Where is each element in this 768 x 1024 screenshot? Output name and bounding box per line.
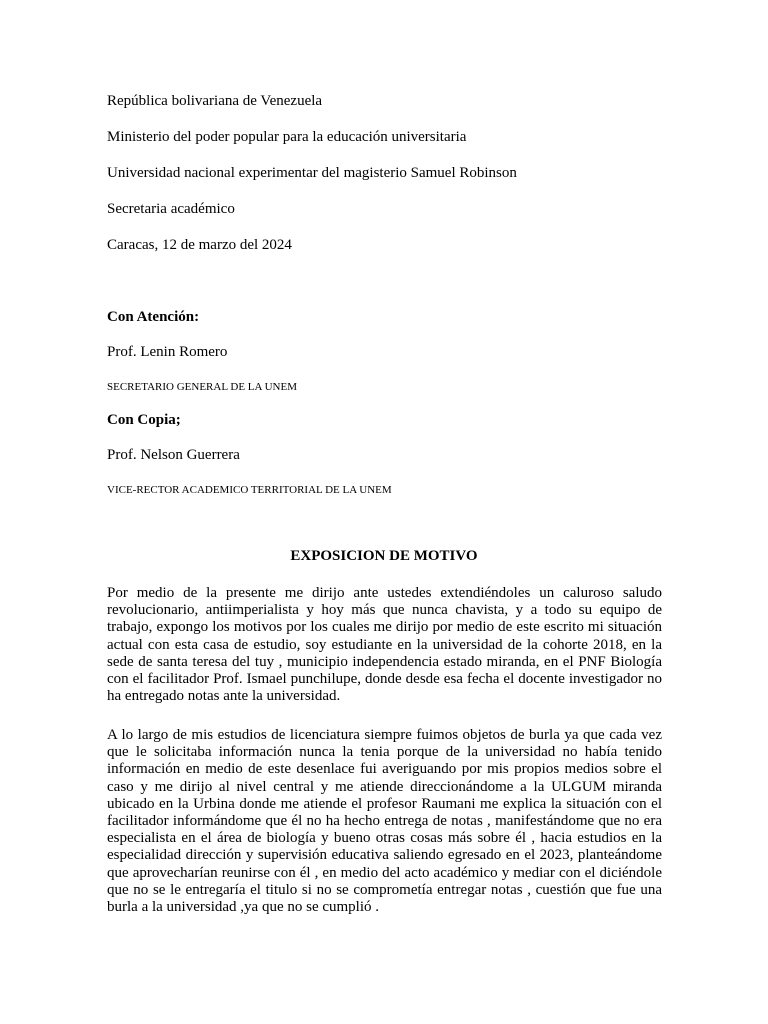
body-paragraph-2: A lo largo de mis estudios de licenciatura siempre fuimos objetos de burla ya que cada vez que le solicitaba información nunca la tenia porque de la universidad no había tenido información en medio de este desenlace fui averiguando por mis propios medios sobre el caso y me dirijo al nivel central y me atiende direccionándome a la ULGUM miranda ubicado en la Urbina donde me atiende el profesor Raumani me explica la situación con el facilitador informándome que él no ha hecho entrega de notas , manifestándome que no era especialista en el área de biología y bueno otras cosas más sobre él , hacia estudios en la especialidad dirección y supervisión educativa saliendo egresado en el 2023, planteándome que aprovecharían reunirse con él , en medio del acto académico y mediar con el diciéndole que no se le entregaría el titulo si no se comprometía entregar notas , cuestión que fue una burla a la universidad ,ya que no se cumplió . [107,727,662,916]
copy-role: VICE-RECTOR ACADEMICO TERRITORIAL DE LA UNEM [107,484,392,496]
header-ministry: Ministerio del poder popular para la educación universitaria [107,129,467,145]
attention-role: SECRETARIO GENERAL DE LA UNEM [107,381,297,393]
copy-label: Con Copia; [107,412,181,428]
header-department: Secretaria académico [107,201,235,217]
attention-name: Prof. Lenin Romero [107,344,228,360]
header-university: Universidad nacional experimentar del magisterio Samuel Robinson [107,165,517,181]
copy-name: Prof. Nelson Guerrera [107,447,240,463]
document-title: EXPOSICION DE MOTIVO [290,548,478,564]
attention-label: Con Atención: [107,309,200,325]
header-country: República bolivariana de Venezuela [107,93,323,109]
body-paragraph-1: Por medio de la presente me dirijo ante ustedes extendiéndoles un caluroso saludo revolucionario, antiimperialista y hoy más que nunca chavista, y a todo su equipo de trabajo, expongo los motivos por los cuales me dirijo por medio de este escrito mi situación actual con esta casa de estudio, soy estudiante en la universidad de la cohorte 2018, en la sede de santa teresa del tuy , municipio independencia estado miranda, en el PNF Biología con el facilitador Prof. Ismael punchilupe, donde desde esa fecha el docente investigador no ha entregado notas ante la universidad. [107,585,662,705]
header-date: Caracas, 12 de marzo del 2024 [107,237,292,253]
